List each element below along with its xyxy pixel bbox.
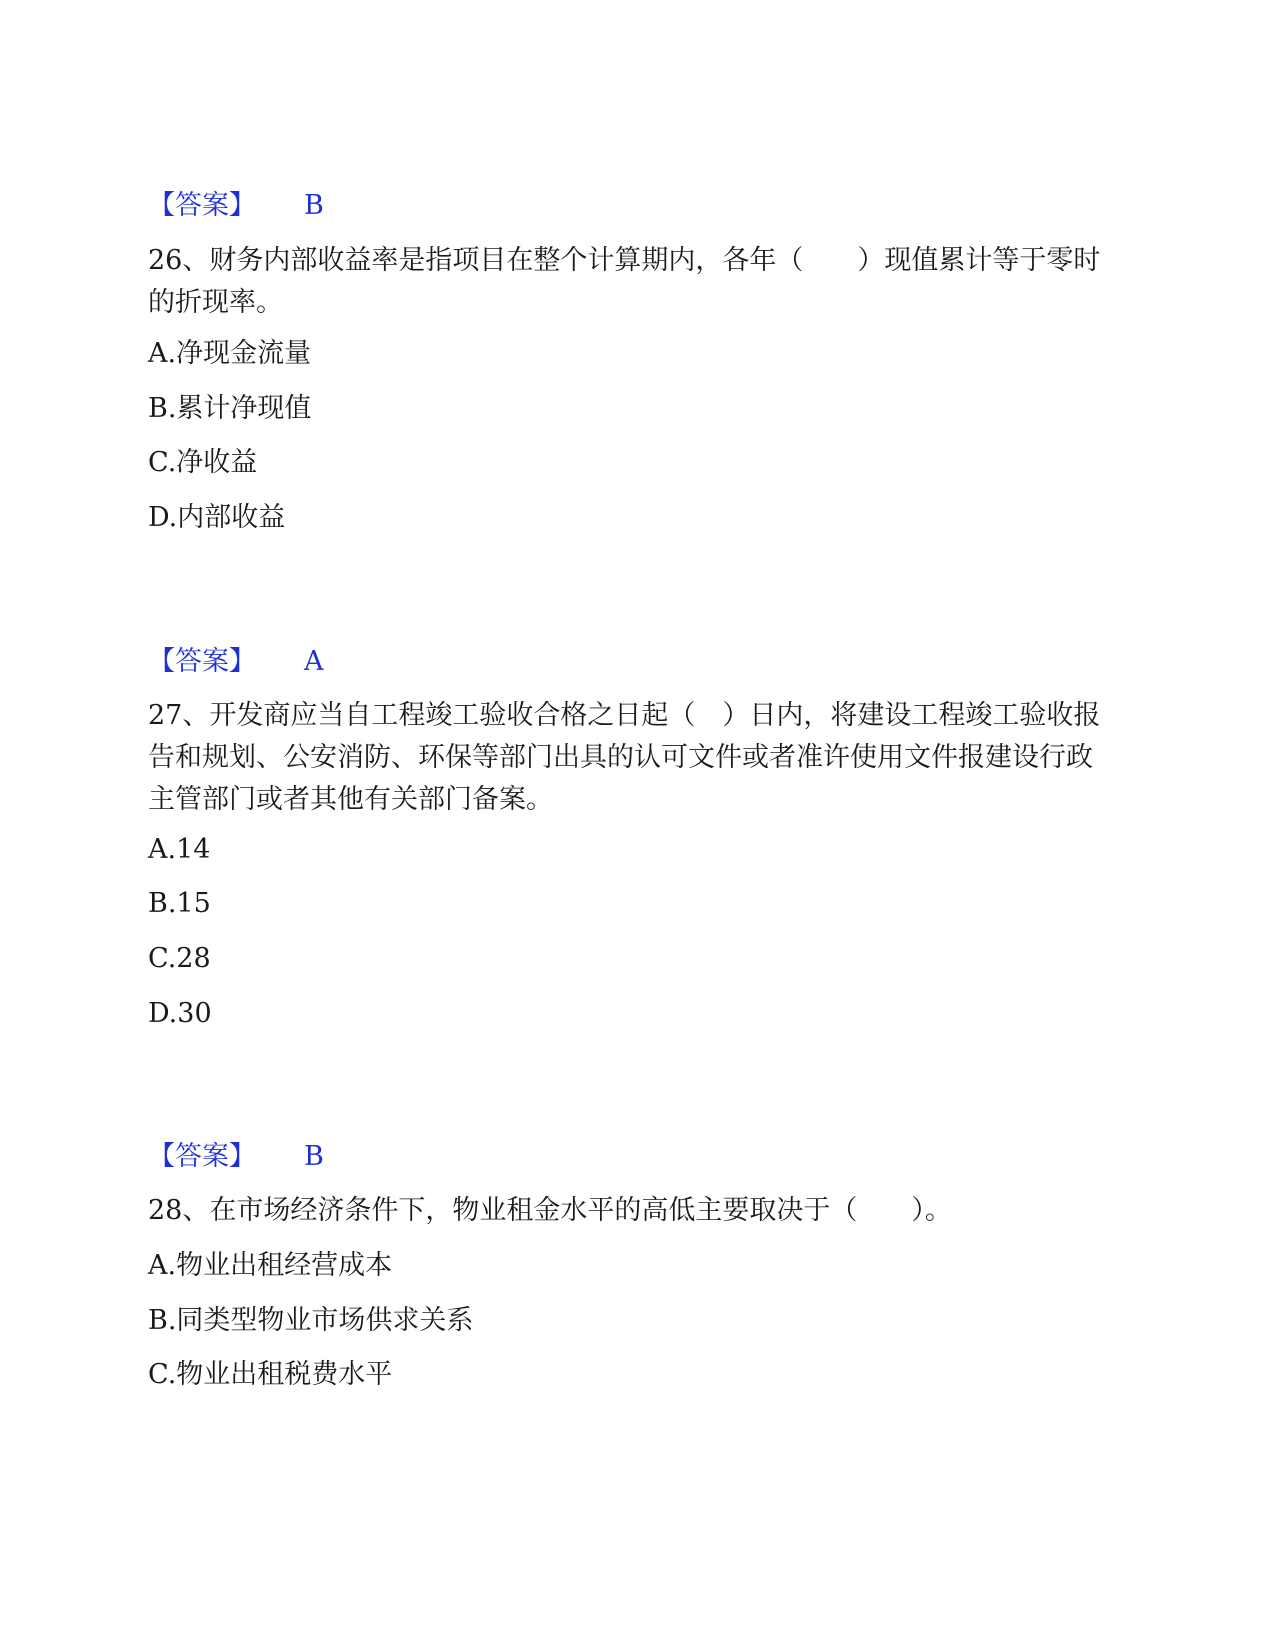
option-d: D.30 [148,998,212,1029]
option-b: B.15 [148,888,211,919]
answer-line [148,188,324,224]
option-c: C.净收益 [148,447,258,478]
option-a: A.物业出租经营成本 [148,1250,393,1281]
question-text: 28、在市场经济条件下，物业租金水平的高低主要取决于（ ）。 [148,1195,952,1226]
option-d: D.内部收益 [148,502,286,533]
answer-label: 【答案】 [148,646,256,677]
option-b: B.累计净现值 [148,393,312,424]
question-text: 27、开发商应当自工程竣工验收合格之日起（ ）日内，将建设工程竣工验收报告和规划、公安消防、环保等部门出具的认可文件或者准许使用文件报建设行政主管部门或者其他有关部门备案。 [148,700,1101,815]
option-c: C.物业出租税费水平 [148,1359,393,1390]
option-c: C.28 [148,943,211,974]
option-a: A.14 [148,834,211,865]
answer-line [148,1139,324,1175]
answer-value: A [304,646,324,677]
question-text: 26、财务内部收益率是指项目在整个计算期内，各年（ ）现值累计等于零时的折现率。 [148,245,1101,318]
answer-label: 【答案】 [148,1141,256,1172]
answer-label: 【答案】 [148,190,256,221]
option-b: B.同类型物业市场供求关系 [148,1305,474,1336]
option-a: A.净现金流量 [148,338,312,369]
answer-line [148,644,324,680]
answer-value: B [304,190,324,221]
answer-value: B [304,1141,324,1172]
